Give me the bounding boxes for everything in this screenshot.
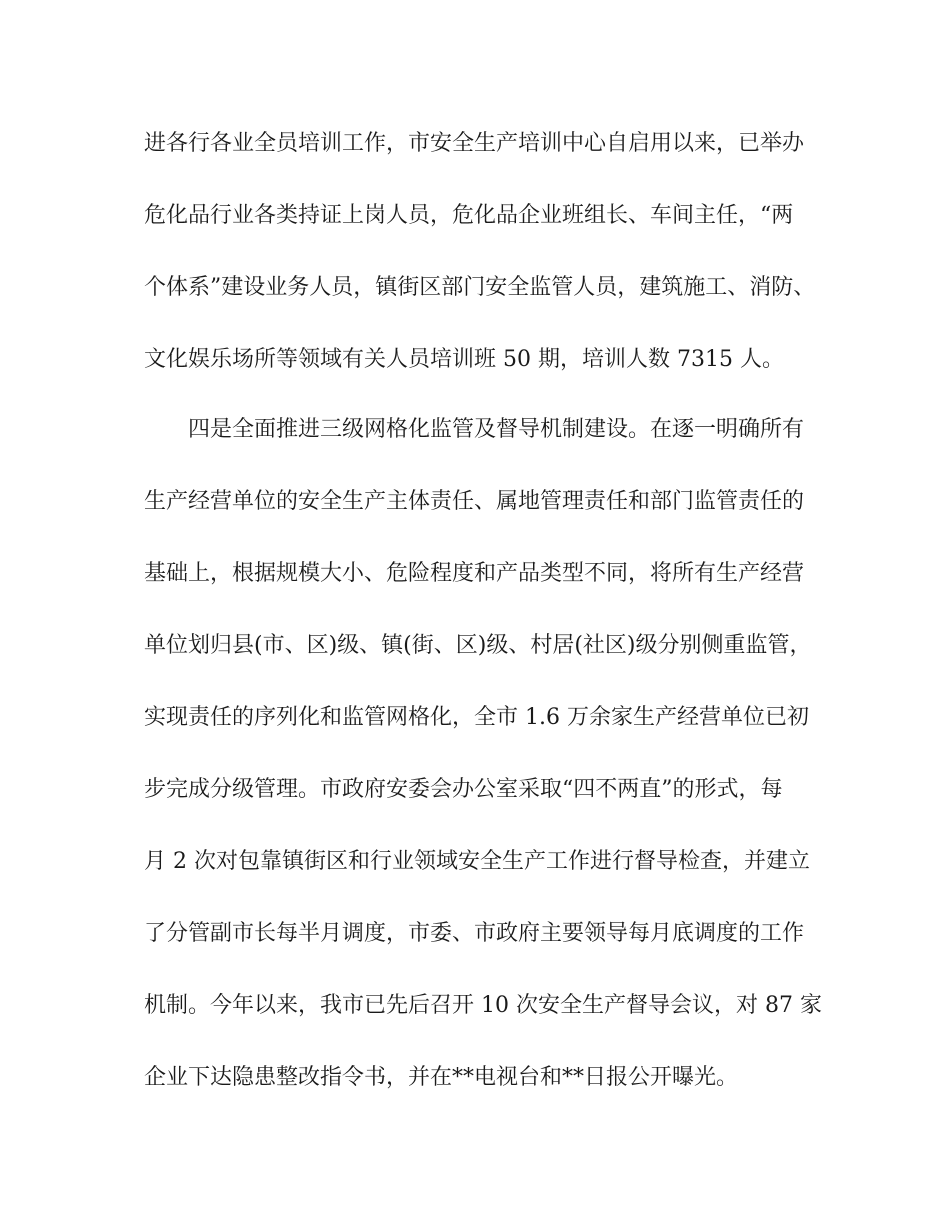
text-line-6: 生产经营单位的安全生产主体责任、属地管理责任和部门监管责任的: [144, 489, 805, 514]
text-line-4: 文化娱乐场所等领域有关人员培训班 50 期，培训人数 7315 人。: [144, 347, 784, 372]
text-line-7: 基础上，根据规模大小、危险程度和产品类型不同，将所有生产经营: [144, 561, 805, 586]
text-line-2: 危化品行业各类持证上岗人员，危化品企业班组长、车间主任，“两: [144, 203, 794, 228]
text-line-11: 月 2 次对包靠镇街区和行业领域安全生产工作进行督导检查，并建立: [144, 849, 810, 874]
text-line-8: 单位划归县(市、区)级、镇(街、区)级、村居(社区)级分别侧重监管，: [144, 633, 812, 658]
text-line-1: 进各行各业全员培训工作，市安全生产培训中心自启用以来，已举办: [144, 131, 805, 156]
text-line-13: 机制。今年以来，我市已先后召开 10 次安全生产督导会议，对 87 家: [144, 993, 822, 1018]
paragraph-start-line: 四是全面推进三级网格化监管及督导机制建设。在逐一明确所有: [188, 417, 805, 442]
text-line-12: 了分管副市长每半月调度，市委、市政府主要领导每月底调度的工作: [144, 921, 805, 946]
text-line-14: 企业下达隐患整改指令书，并在**电视台和**日报公开曝光。: [144, 1065, 739, 1090]
text-line-9: 实现责任的序列化和监管网格化，全市 1.6 万余家生产经营单位已初: [144, 705, 809, 730]
text-line-10: 步完成分级管理。市政府安委会办公室采取“四不两直”的形式，每: [144, 777, 783, 802]
text-line-3: 个体系”建设业务人员，镇街区部门安全监管人员，建筑施工、消防、: [144, 275, 816, 300]
